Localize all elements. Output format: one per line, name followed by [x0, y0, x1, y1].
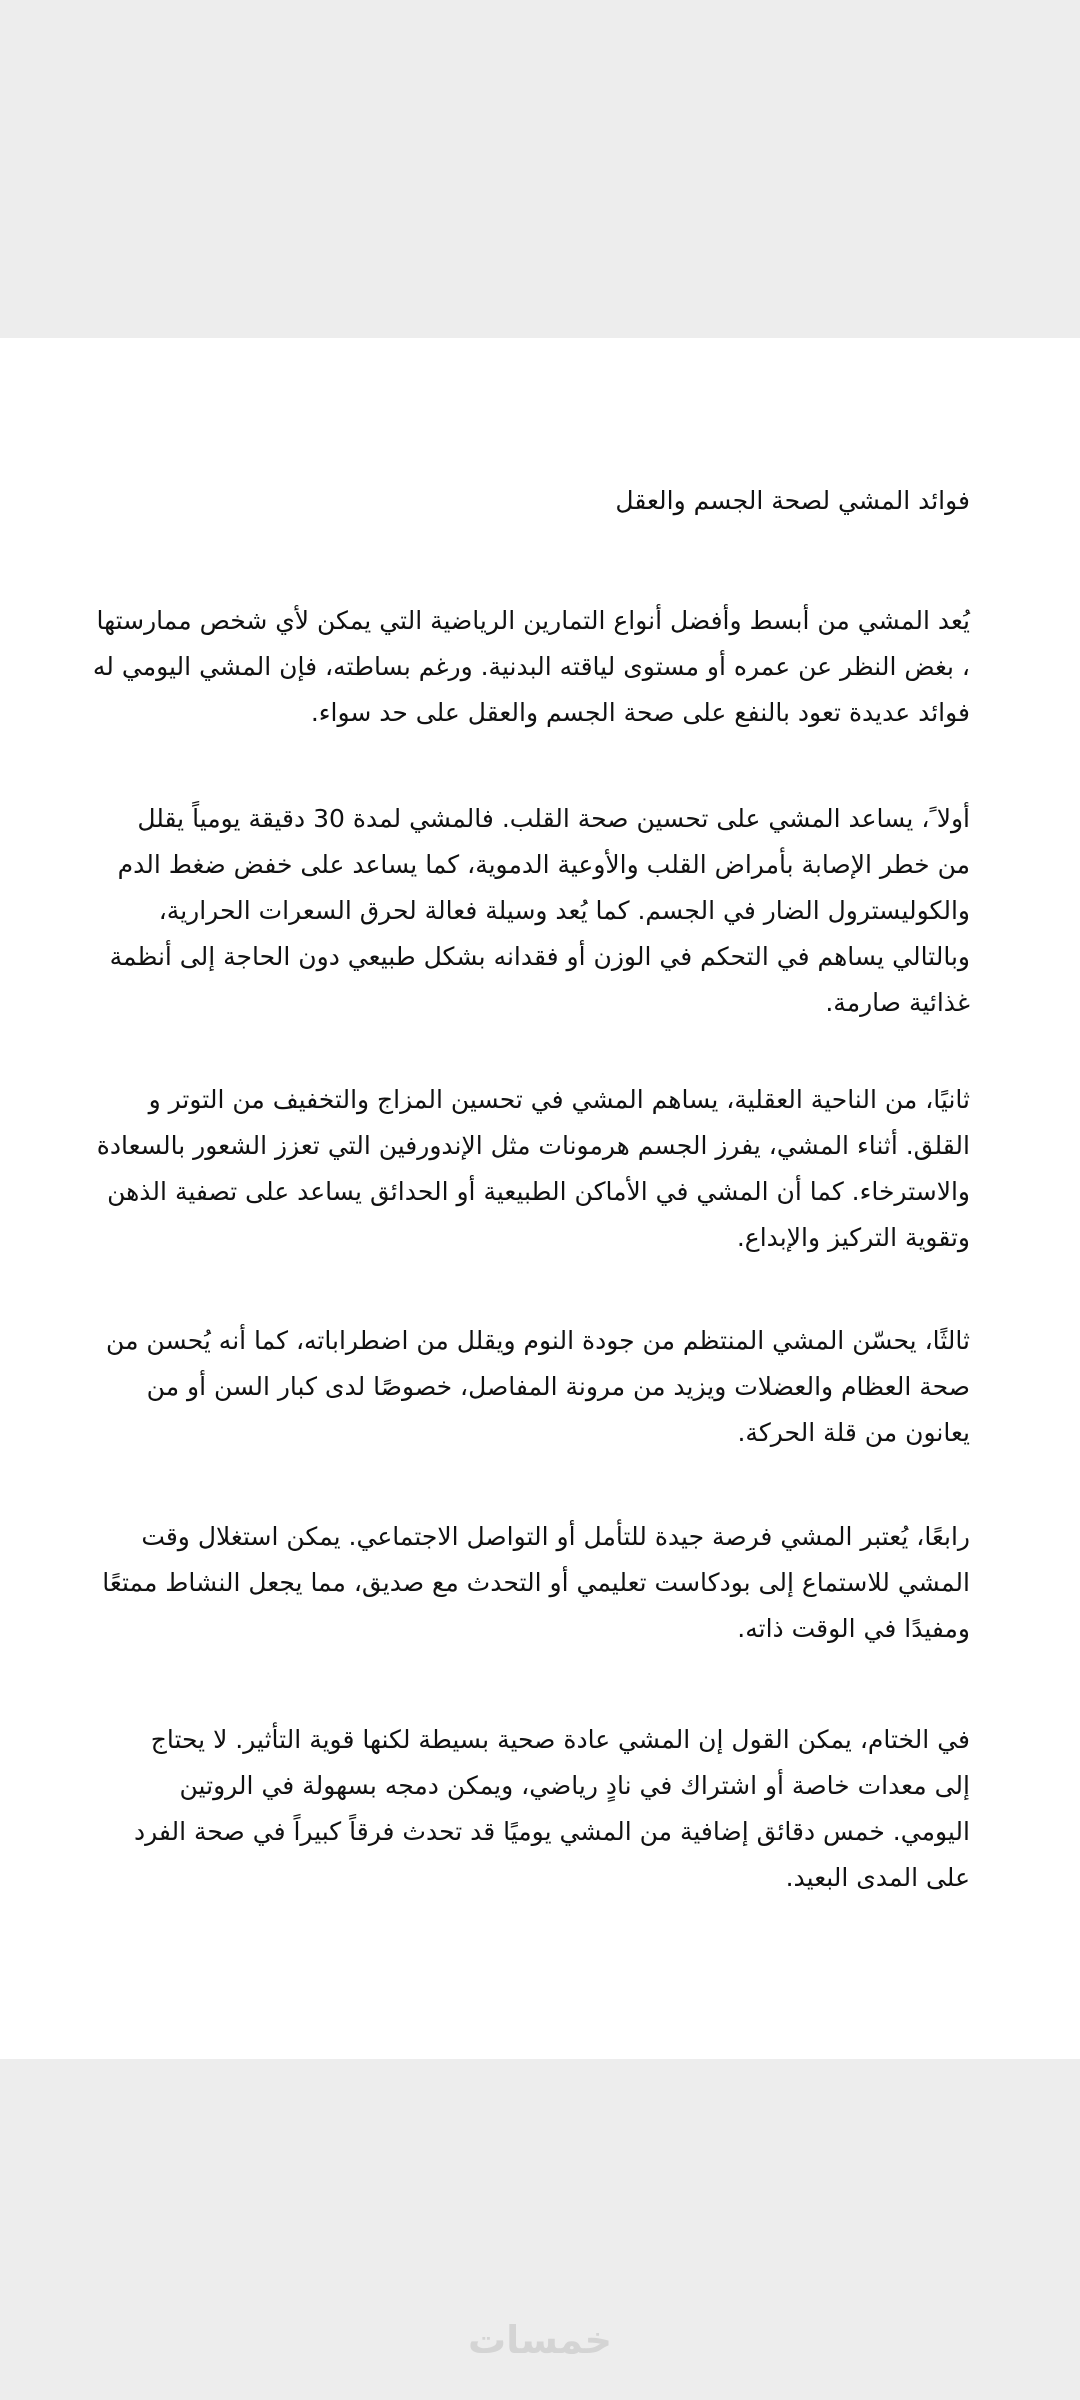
paragraph-intro: [92, 598, 970, 736]
paragraph-first: [109, 796, 970, 1026]
text-line: ومفيدًا في الوقت ذاته.: [737, 1614, 970, 1643]
paragraph-second: [96, 1077, 970, 1261]
text-line: والكوليسترول الضار في الجسم. كما يُعد وسيلة فعالة لحرق السعرات الحرارية،: [158, 896, 970, 925]
text-line: ثانيًا، من الناحية العقلية، يساهم المشي في تحسين المزاج والتخفيف من التوتر و: [148, 1085, 970, 1114]
text-line: القلق. أثناء المشي، يفرز الجسم هرمونات مثل الإندورفين التي تعزز الشعور بالسعادة: [96, 1131, 970, 1160]
text-line: من خطر الإصابة بأمراض القلب والأوعية الدموية، كما يساعد على خفض ضغط الدم: [117, 850, 970, 879]
text-line: على المدى البعيد.: [785, 1863, 970, 1892]
text-line: صحة العظام والعضلات ويزيد من مرونة المفاصل، خصوصًا لدى كبار السن أو من: [146, 1372, 970, 1401]
text-line: يعانون من قلة الحركة.: [737, 1418, 970, 1447]
text-line: أولا ً، يساعد المشي على تحسين صحة القلب. فالمشي لمدة 30 دقيقة يومياً يقلل: [137, 804, 970, 833]
paragraph-third: [106, 1318, 970, 1456]
text-line: في الختام، يمكن القول إن المشي عادة صحية بسيطة لكنها قوية التأثير. لا يحتاج: [150, 1725, 970, 1754]
article-title: [118, 478, 970, 524]
text-line: يُعد المشي من أبسط وأفضل أنواع التمارين الرياضية التي يمكن لأي شخص ممارستها: [96, 606, 970, 635]
text-line: إلى معدات خاصة أو اشتراك في نادٍ رياضي، ويمكن دمجه بسهولة في الروتين: [179, 1771, 970, 1800]
text-line: وتقوية التركيز والإبداع.: [736, 1223, 970, 1252]
text-line: والاسترخاء. كما أن المشي في الأماكن الطبيعية أو الحدائق يساعد على تصفية الذهن: [107, 1177, 970, 1206]
text-line: رابعًا، يُعتبر المشي فرصة جيدة للتأمل أو التواصل الاجتماعي. يمكن استغلال وقت: [141, 1522, 970, 1551]
paragraph-conclusion: [118, 1717, 970, 1901]
khamsat-logo-watermark: خمسات: [468, 2318, 612, 2362]
text-line: ، بغض النظر عن عمره أو مستوى لياقته البدنية. ورغم بساطته، فإن المشي اليومي له: [92, 652, 970, 681]
text-line: وبالتالي يساهم في التحكم في الوزن أو فقدانه بشكل طبيعي دون الحاجة إلى أنظمة: [109, 942, 970, 971]
text-line: غذائية صارمة.: [825, 988, 970, 1017]
text-line: المشي للاستماع إلى بودكاست تعليمي أو التحدث مع صديق، مما يجعل النشاط ممتعًا: [102, 1568, 970, 1597]
title-text: فوائد المشي لصحة الجسم والعقل: [615, 486, 970, 515]
text-line: فوائد عديدة تعود بالنفع على صحة الجسم والعقل على حد سواء.: [310, 698, 970, 727]
text-line: اليومي. خمس دقائق إضافية من المشي يوميًا قد تحدث فرقاً كبيراً في صحة الفرد: [133, 1817, 970, 1846]
paragraph-fourth: [102, 1514, 970, 1652]
text-line: ثالثًا، يحسّن المشي المنتظم من جودة النوم ويقلل من اضطراباته، كما أنه يُحسن من: [106, 1326, 970, 1355]
